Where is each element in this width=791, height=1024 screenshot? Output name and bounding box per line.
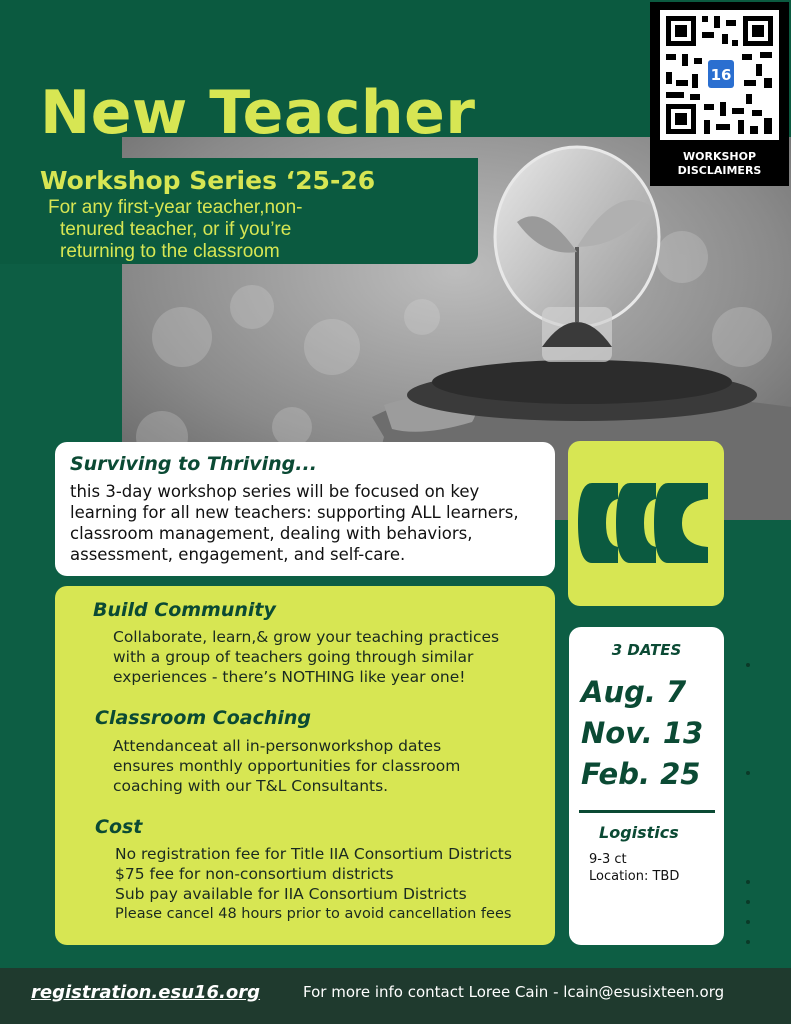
qr-code-panel[interactable] xyxy=(650,2,789,186)
intro-line: learning for all new teachers: supporting ALL learners, xyxy=(70,503,519,522)
coaching-line: ensures monthly opportunities for classroom xyxy=(113,757,461,775)
logistics-body xyxy=(589,851,679,885)
intro-heading: Surviving to Thriving... xyxy=(70,453,317,475)
community-line: experiences - there’s NOTHING like year one! xyxy=(113,668,466,686)
audience-description xyxy=(48,197,448,263)
date-item: Feb. 25 xyxy=(581,757,701,791)
brand-logo-panel xyxy=(568,441,724,606)
coaching-line: coaching with our T&L Consultants. xyxy=(113,777,389,795)
date-item: Nov. 13 xyxy=(581,716,704,750)
coaching-body xyxy=(113,736,460,796)
intro-line: classroom management, dealing with behaviors, xyxy=(70,524,473,543)
cost-body xyxy=(115,844,512,924)
decor-dot xyxy=(746,771,750,775)
decor-dot xyxy=(746,663,750,667)
community-heading: Build Community xyxy=(93,599,276,621)
community-line: with a group of teachers going through similar xyxy=(113,648,474,666)
logistics-line: 9-3 ct xyxy=(589,852,627,867)
cost-line: No registration fee for Title IIA Consortium Districts xyxy=(115,845,512,863)
dates-card xyxy=(569,627,724,945)
page-subtitle: Workshop Series ‘25-26 xyxy=(40,166,376,195)
cost-heading: Cost xyxy=(95,816,143,838)
logistics-line: Location: TBD xyxy=(589,869,680,884)
decor-dot xyxy=(746,940,750,944)
community-body xyxy=(113,627,499,687)
decor-dot xyxy=(746,920,750,924)
workshop-disclaimers-label[interactable] xyxy=(650,150,789,178)
registration-link[interactable]: registration.esu16.org xyxy=(31,982,261,1003)
footer-bar xyxy=(0,968,791,1024)
decor-dot xyxy=(746,900,750,904)
details-card xyxy=(55,586,555,945)
coaching-heading: Classroom Coaching xyxy=(95,707,312,729)
cost-line: Sub pay available for IIA Consortium Districts xyxy=(115,885,467,903)
intro-body xyxy=(70,481,550,565)
page-title: New Teacher xyxy=(40,78,476,148)
qr-badge-text: 16 xyxy=(710,66,732,84)
description-line: For any first-year teacher,non- xyxy=(48,197,303,218)
qr-label-line: WORKSHOP xyxy=(682,150,757,163)
dates-divider xyxy=(579,810,715,813)
description-line: tenured teacher, or if you’re xyxy=(60,219,292,240)
cost-line: $75 fee for non-consortium districts xyxy=(115,865,394,883)
logistics-heading: Logistics xyxy=(599,823,679,842)
cost-line: Please cancel 48 hours prior to avoid cancellation fees xyxy=(115,906,512,922)
decor-dot xyxy=(746,880,750,884)
coaching-line: Attendanceat all in-personworkshop dates xyxy=(113,737,442,755)
intro-line: this 3-day workshop series will be focused on key xyxy=(70,482,480,501)
contact-info: For more info contact Loree Cain - lcain@esusixteen.org xyxy=(303,983,725,1001)
qr-code[interactable] xyxy=(660,10,779,140)
qr-label-line: DISCLAIMERS xyxy=(677,164,762,177)
dates-heading: 3 DATES xyxy=(611,641,682,659)
description-line: returning to the classroom xyxy=(60,241,280,262)
date-item: Aug. 7 xyxy=(581,675,687,709)
intro-line: assessment, engagement, and self-care. xyxy=(70,545,406,564)
qr-code-icon xyxy=(660,10,779,140)
esu-logo-icon xyxy=(568,441,724,606)
community-line: Collaborate, learn,& grow your teaching practices xyxy=(113,628,500,646)
